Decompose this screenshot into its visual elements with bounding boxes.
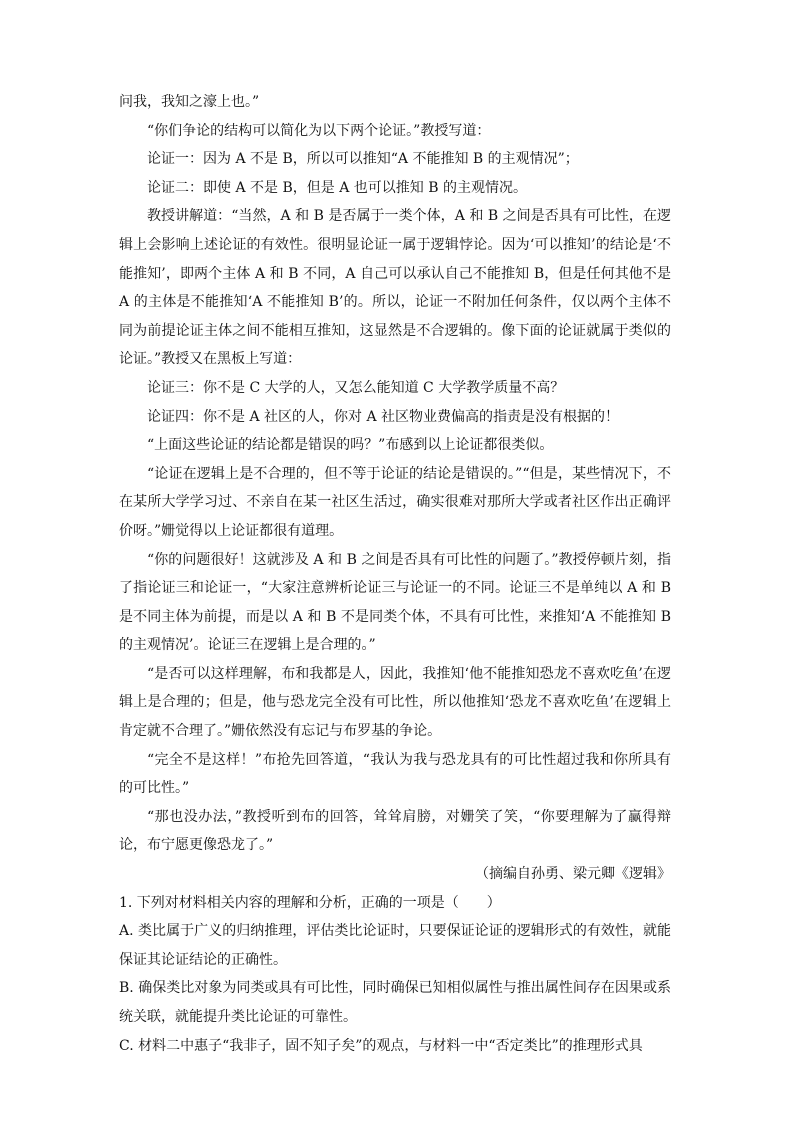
paragraph: “那也没办法，”教授听到布的回答，耸耸肩膀，对姗笑了笑，“你要理解为了赢得辩论，布宁愿更像恐龙了。” (119, 808, 671, 854)
paragraph: 问我，我知之濠上也。” (119, 94, 260, 110)
argument-line: 论证三：你不是 C 大学的人，又怎么能知道 C 大学教学质量不高？ (147, 379, 565, 396)
paragraph: “是否可以这样理解，布和我都是人，因此，我推知‘他不能推知恐龙不喜欢吃鱼’在逻辑上是合理的；但是，他与恐龙完全没有可比性，所以他推知‘恐龙不喜欢吃鱼’在逻辑上肯定就不合理了。”姗依然没有忘记与布罗基的争论。 (119, 665, 671, 740)
paragraph: “上面这些论证的结论都是错误的吗？”布感到以上论证都很类似。 (147, 437, 554, 454)
answer-option-b: B. 确保类比对象为同类或具有可比性，同时确保已知相似属性与推出属性间存在因果或系统关联，就能提升类比论证的可靠性。 (119, 980, 671, 1025)
article-body (119, 88, 671, 860)
document-page (119, 88, 671, 1060)
answer-option-c: C. 材料二中惠子“我非子，固不知子矣”的观点，与材料一中“否定类比”的推理形式具 (119, 1037, 643, 1054)
argument-line: 论证二：即使 A 不是 B，但是 A 也可以推知 B 的主观情况。 (147, 179, 527, 196)
answer-option-a: A. 类比属于广义的归纳推理，评估类比论证时，只要保证论证的逻辑形式的有效性，就能保证其论证结论的正确性。 (119, 923, 671, 968)
question-block (119, 889, 671, 1061)
argument-line: 论证一：因为 A 不是 B，所以可以推知“A 不能推知 B 的主观情况”； (147, 151, 579, 168)
paragraph: “完全不是这样！”布抢先回答道，“我认为我与恐龙具有的可比性超过我和你所具有的可比性。” (119, 751, 671, 797)
paragraph: “你的问题很好！这就涉及 A 和 B 之间是否具有可比性的问题了。”教授停顿片刻，指了指论证三和论证一，“大家注意辨析论证三与论证一的不同。论证三不是单纯以 A 和 B 是不同主体为前提，而是以 A 和 B 不是同类个体，不具有可比性，来推知‘A 不能推知 B 的主观情况’。论证三在逻辑上是合理的。” (119, 551, 671, 654)
paragraph: “你们争论的结构可以简化为以下两个论证。”教授写道： (147, 122, 491, 139)
question-stem: 1. 下列对材料相关内容的理解和分析，正确的一项是（ ） (119, 894, 501, 911)
paragraph: “论证在逻辑上是不合理的，但不等于论证的结论是错误的。”“但是，某些情况下，不在某所大学学习过、不亲自在某一社区生活过，确实很难对那所大学或者社区作出正确评价呀。”姗觉得以上论证都很有道理。 (119, 465, 671, 539)
paragraph: 教授讲解道：“当然，A 和 B 是否属于一类个体，A 和 B 之间是否具有可比性，在逻辑上会影响上述论证的有效性。很明显论证一属于逻辑悖论。因为‘可以推知’的结论是‘不能推知’，即两个主体 A 和 B 不同，A 自己可以承认自己不能推知 B，但是任何其他不是 A 的主体是不能推知‘A 不能推知 B’的。所以，论证一不附加任何条件，仅以两个主体不同为前提论证主体之间不能相互推知，这显然是不合逻辑的。像下面的论证就属于类似的论证。”教授又在黑板上写道： (119, 208, 671, 368)
source-citation: （摘编自孙勇、梁元卿《逻辑》 (475, 866, 671, 883)
argument-line: 论证四：你不是 A 社区的人，你对 A 社区物业费偏高的指责是没有根据的！ (147, 408, 620, 425)
